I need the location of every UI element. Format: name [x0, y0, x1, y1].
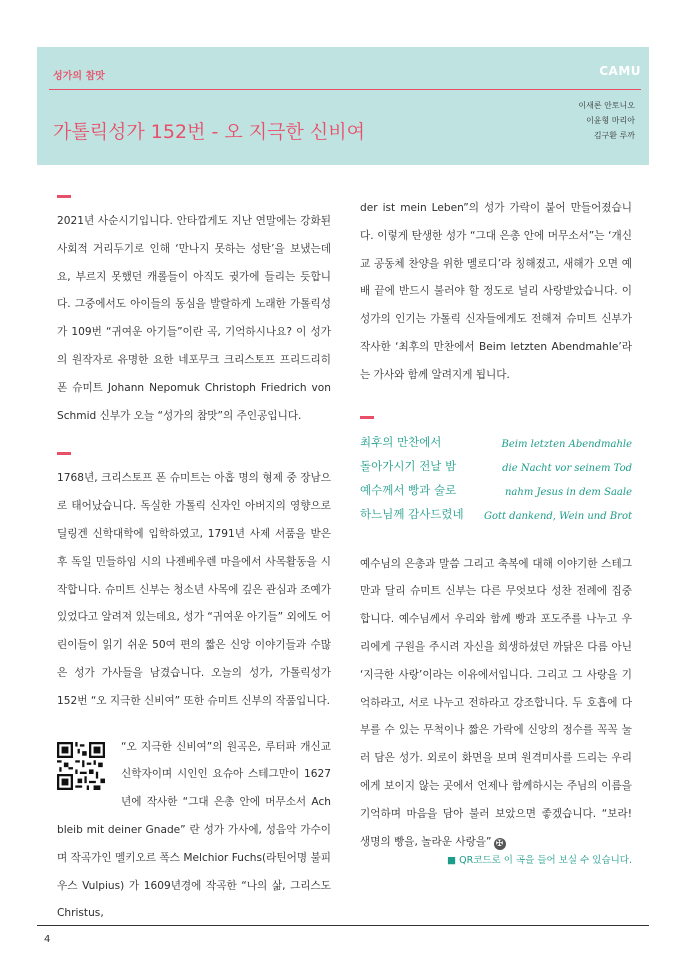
lyric-line [360, 429, 632, 453]
page-number: 4 [44, 934, 51, 945]
lyric-german: Beim letzten Abendmahle [501, 438, 632, 450]
lyric-korean: 돌아가시기 전날 밤 [360, 458, 457, 473]
paragraph: “오 지극한 신비여”의 원곡은, 루터파 개신교 신학자이며 시인인 요슈아 스테그만이 1627년에 작사한 “그대 은총 안에 머무소서 Ach bleib mit deiner Gnade” 란 성가 가사에, 성음악 가수이며 작곡가인 멜키오르 폭스 Melchior Fuchs(라틴어명 불피우스 Vulpius) 가 1609년경에 작곡한 “나의 삶, 그리스도 Christus, [57, 740, 331, 920]
lyric-german: Gott dankend, Wein und Brot [483, 510, 632, 522]
section-marker [57, 452, 71, 455]
qr-paragraph [57, 734, 331, 929]
author-name: 김구환 루까 [593, 131, 635, 140]
lyric-line [360, 501, 632, 525]
header-divider [49, 89, 641, 90]
qr-code-icon[interactable] [57, 740, 105, 792]
left-column [57, 195, 331, 928]
paragraph [360, 551, 632, 857]
paragraph: 2021년 사순시기입니다. 안타깝게도 지난 연말에는 강화된 사회적 거리두기로 인해 ‘만나지 못하는 성탄’을 보냈는데요, 부르지 못했던 캐롤들이 아직도 귓가에 들리는 듯합니다. 그중에서도 아이들의 동심을 발랄하게 노래한 가톨릭성가 109번 “귀여운 아기들”이란 곡, 기억하시나요? 이 성가의 원작자로 유명한 요한 네포무크 크리스토프 프리드리히 폰 슈미트 Johann Nepomuk Christoph Friedrich von Schmid 신부가 오늘 “성가의 참맛”의 주인공입니다. [57, 215, 331, 422]
lyric-korean: 하느님께 감사드렸네 [360, 506, 464, 521]
page-header [37, 47, 649, 165]
author-list [578, 98, 635, 143]
right-column [360, 195, 632, 856]
lyric-german: die Nacht vor seinem Tod [502, 462, 632, 474]
paragraph: der ist mein Leben”의 성가 가락이 붙어 만들어졌습니다. 이렇게 탄생한 성가 “그대 은총 안에 머무소서”는 ‘개신교 공동체 찬양을 위한 멜로디’라 칭해졌고, 새해가 오면 예배 끝에 반드시 불러야 할 정도로 널리 사랑받았습니다. 이 성가의 인기는 가톨릭 신자들에게도 전해져 슈미트 신부가 작사한 ‘최후의 만찬에서 Beim letzten Abendmahle’라는 가사와 함께 알려지게 됩니다. [360, 202, 632, 381]
cross-circle-icon: ✠ [494, 838, 506, 850]
paragraph-text: 예수님의 은총과 말씀 그리고 축복에 대해 이야기한 스테그만과 달리 슈미트 신부는 다른 무엇보다 성찬 전례에 집중합니다. 예수님께서 우리와 함께 빵과 포도주를 나누고 우리에게 구원을 주시려 자신을 희생하셨던 까닭은 다름 아닌 ‘지극한 사랑’이라는 이유에서입니다. 그리고 그 사랑을 기억하라고, 서로 나누고 전하라고 강조합니다. 두 호흡에 다 부를 수 있는 무척이나 짧은 가락에 신앙의 정수를 꼭꼭 눌러 담은 성가. 외로이 화면을 보며 원격미사를 드리는 우리에게 보이지 않는 곳에서 언제나 함께하시는 주님의 이름을 기억하며 마음을 담아 불러 보았으면 좋겠습니다. “보라! 생명의 빵을, 놀라운 사랑을” [360, 557, 632, 848]
section-label: 성가의 참맛 [53, 71, 105, 82]
author-name: 이윤형 마리아 [586, 116, 635, 125]
lyric-german: nahm Jesus in dem Saale [504, 486, 632, 498]
paragraph: 1768년, 크리스토프 폰 슈미트는 아홉 명의 형제 중 장남으로 태어났습니다. 독실한 가톨릭 신자인 아버지의 영향으로 딜링겐 신학대학에 입학하였고, 1791년 사제 서품을 받은 후 독일 민들하임 시의 나젠베우렌 마을에서 사목활동을 시작합니다. 슈미트 신부는 청소년 사목에 깊은 관심과 조예가 있었다고 알려져 있는데요, 성가 “귀여운 아기들” 외에도 어린이들이 읽기 쉬운 50여 편의 짧은 신앙 이야기들과 수많은 성가 가사들을 남겼습니다. 오늘의 성가, 가톨릭성가 152번 “오 지극한 신비여” 또한 슈미트 신부의 작품입니다. [57, 472, 331, 707]
lyric-line [360, 477, 632, 501]
footer-divider [37, 925, 649, 926]
lyric-korean: 최후의 만찬에서 [360, 434, 442, 449]
qr-note: ■ QR코드로 이 곡을 들어 보실 수 있습니다. [447, 855, 632, 866]
lyrics-block [360, 429, 632, 529]
section-marker [57, 195, 71, 198]
brand-logo: CAMU [599, 64, 641, 78]
lyric-line [360, 453, 632, 477]
lyric-korean: 예수께서 빵과 술로 [360, 482, 457, 497]
author-name: 이새론 안토니오 [578, 101, 635, 110]
section-marker [360, 416, 374, 419]
page-title: 가톨릭성가 152번 - 오 지극한 신비여 [53, 121, 365, 143]
